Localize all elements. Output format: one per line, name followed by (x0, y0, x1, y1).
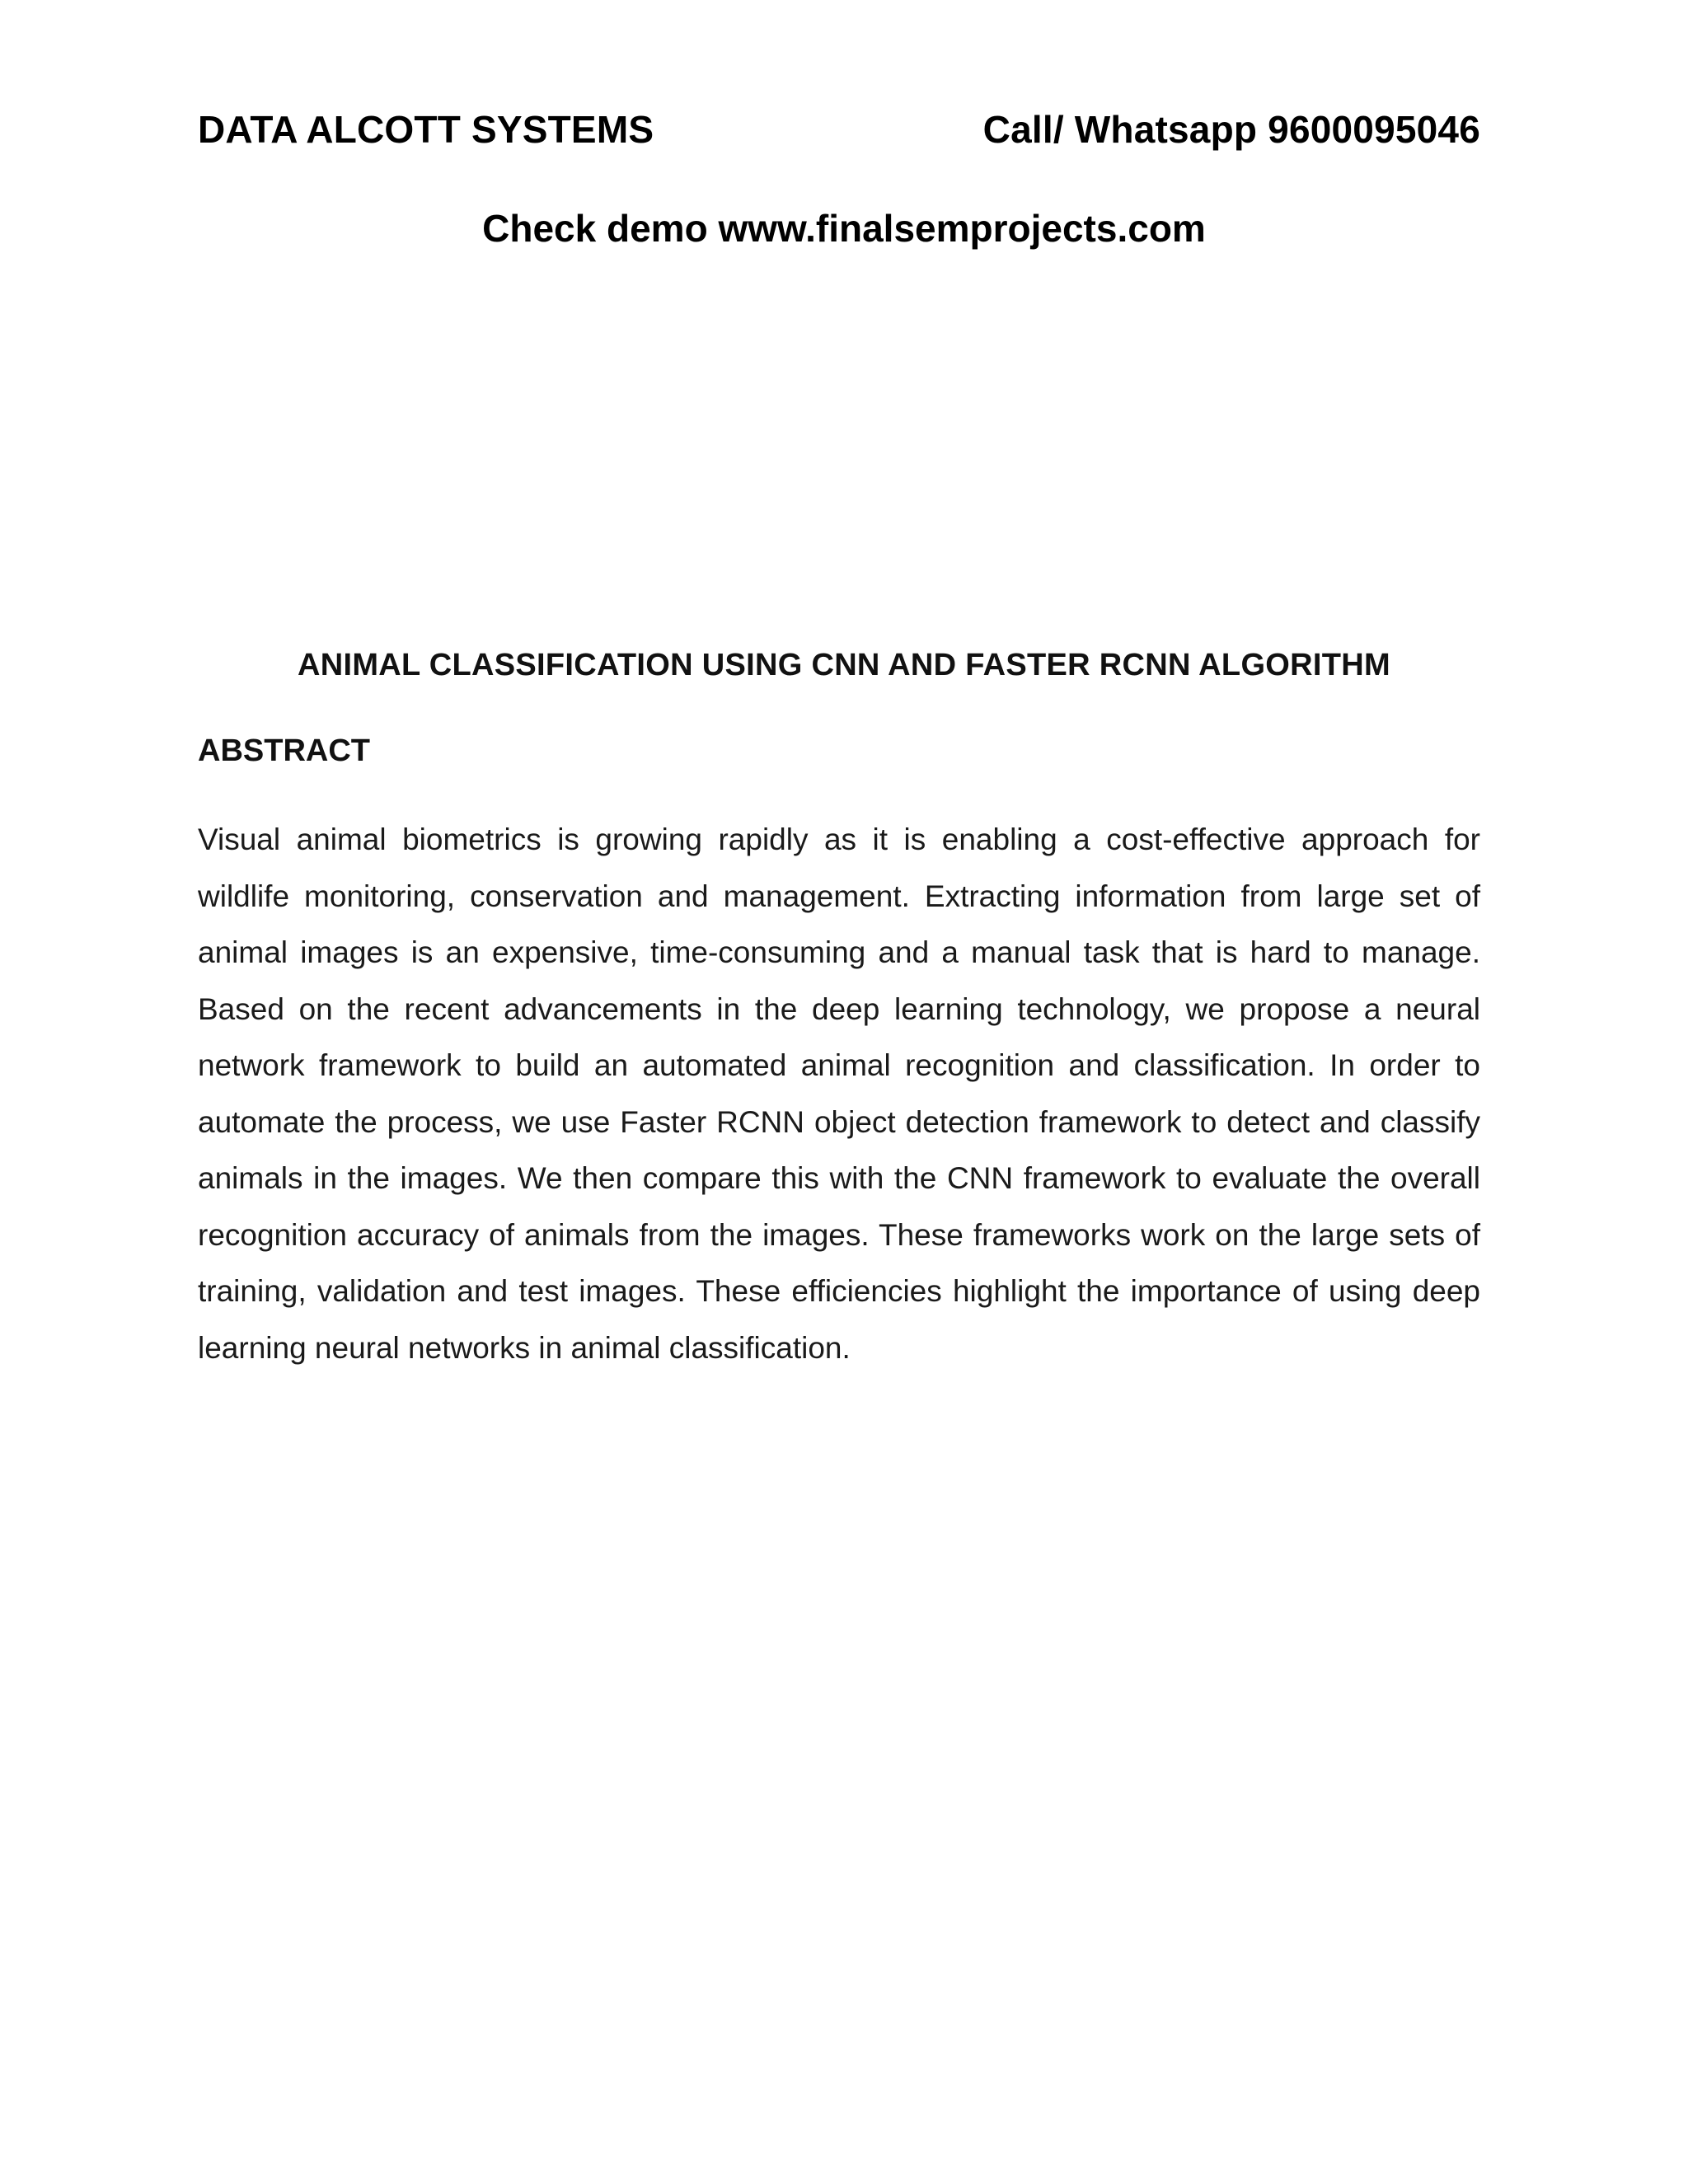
demo-website-line: Check demo www.finalsemprojects.com (482, 207, 1206, 250)
abstract-paragraph: Visual animal biometrics is growing rapidly as it is enabling a cost-effective approach for wildlife monitoring, conservation and management. Extracting information from large set of animal images is an expensive, time-consuming and a manual task that is hard to manage. Based on the recent advancements in the deep learning technology, we propose a neural network framework to build an automated animal recognition and classification. In order to automate the process, we use Faster RCNN object detection framework to detect and classify animals in the images. We then compare this with the CNN framework to evaluate the overall recognition accuracy of animals from the images. These frameworks work on the large sets of training, validation and test images. These efficiencies highlight the importance of using deep learning neural networks in animal classification. (198, 823, 1480, 1365)
contact-number: Call/ Whatsapp 9600095046 (982, 108, 1480, 151)
page-header (198, 101, 1480, 158)
abstract-heading: ABSTRACT (198, 733, 370, 768)
document-title: ANIMAL CLASSIFICATION USING CNN AND FASTER RCNN ALGORITHM (298, 648, 1390, 682)
company-name: DATA ALCOTT SYSTEMS (198, 108, 654, 151)
